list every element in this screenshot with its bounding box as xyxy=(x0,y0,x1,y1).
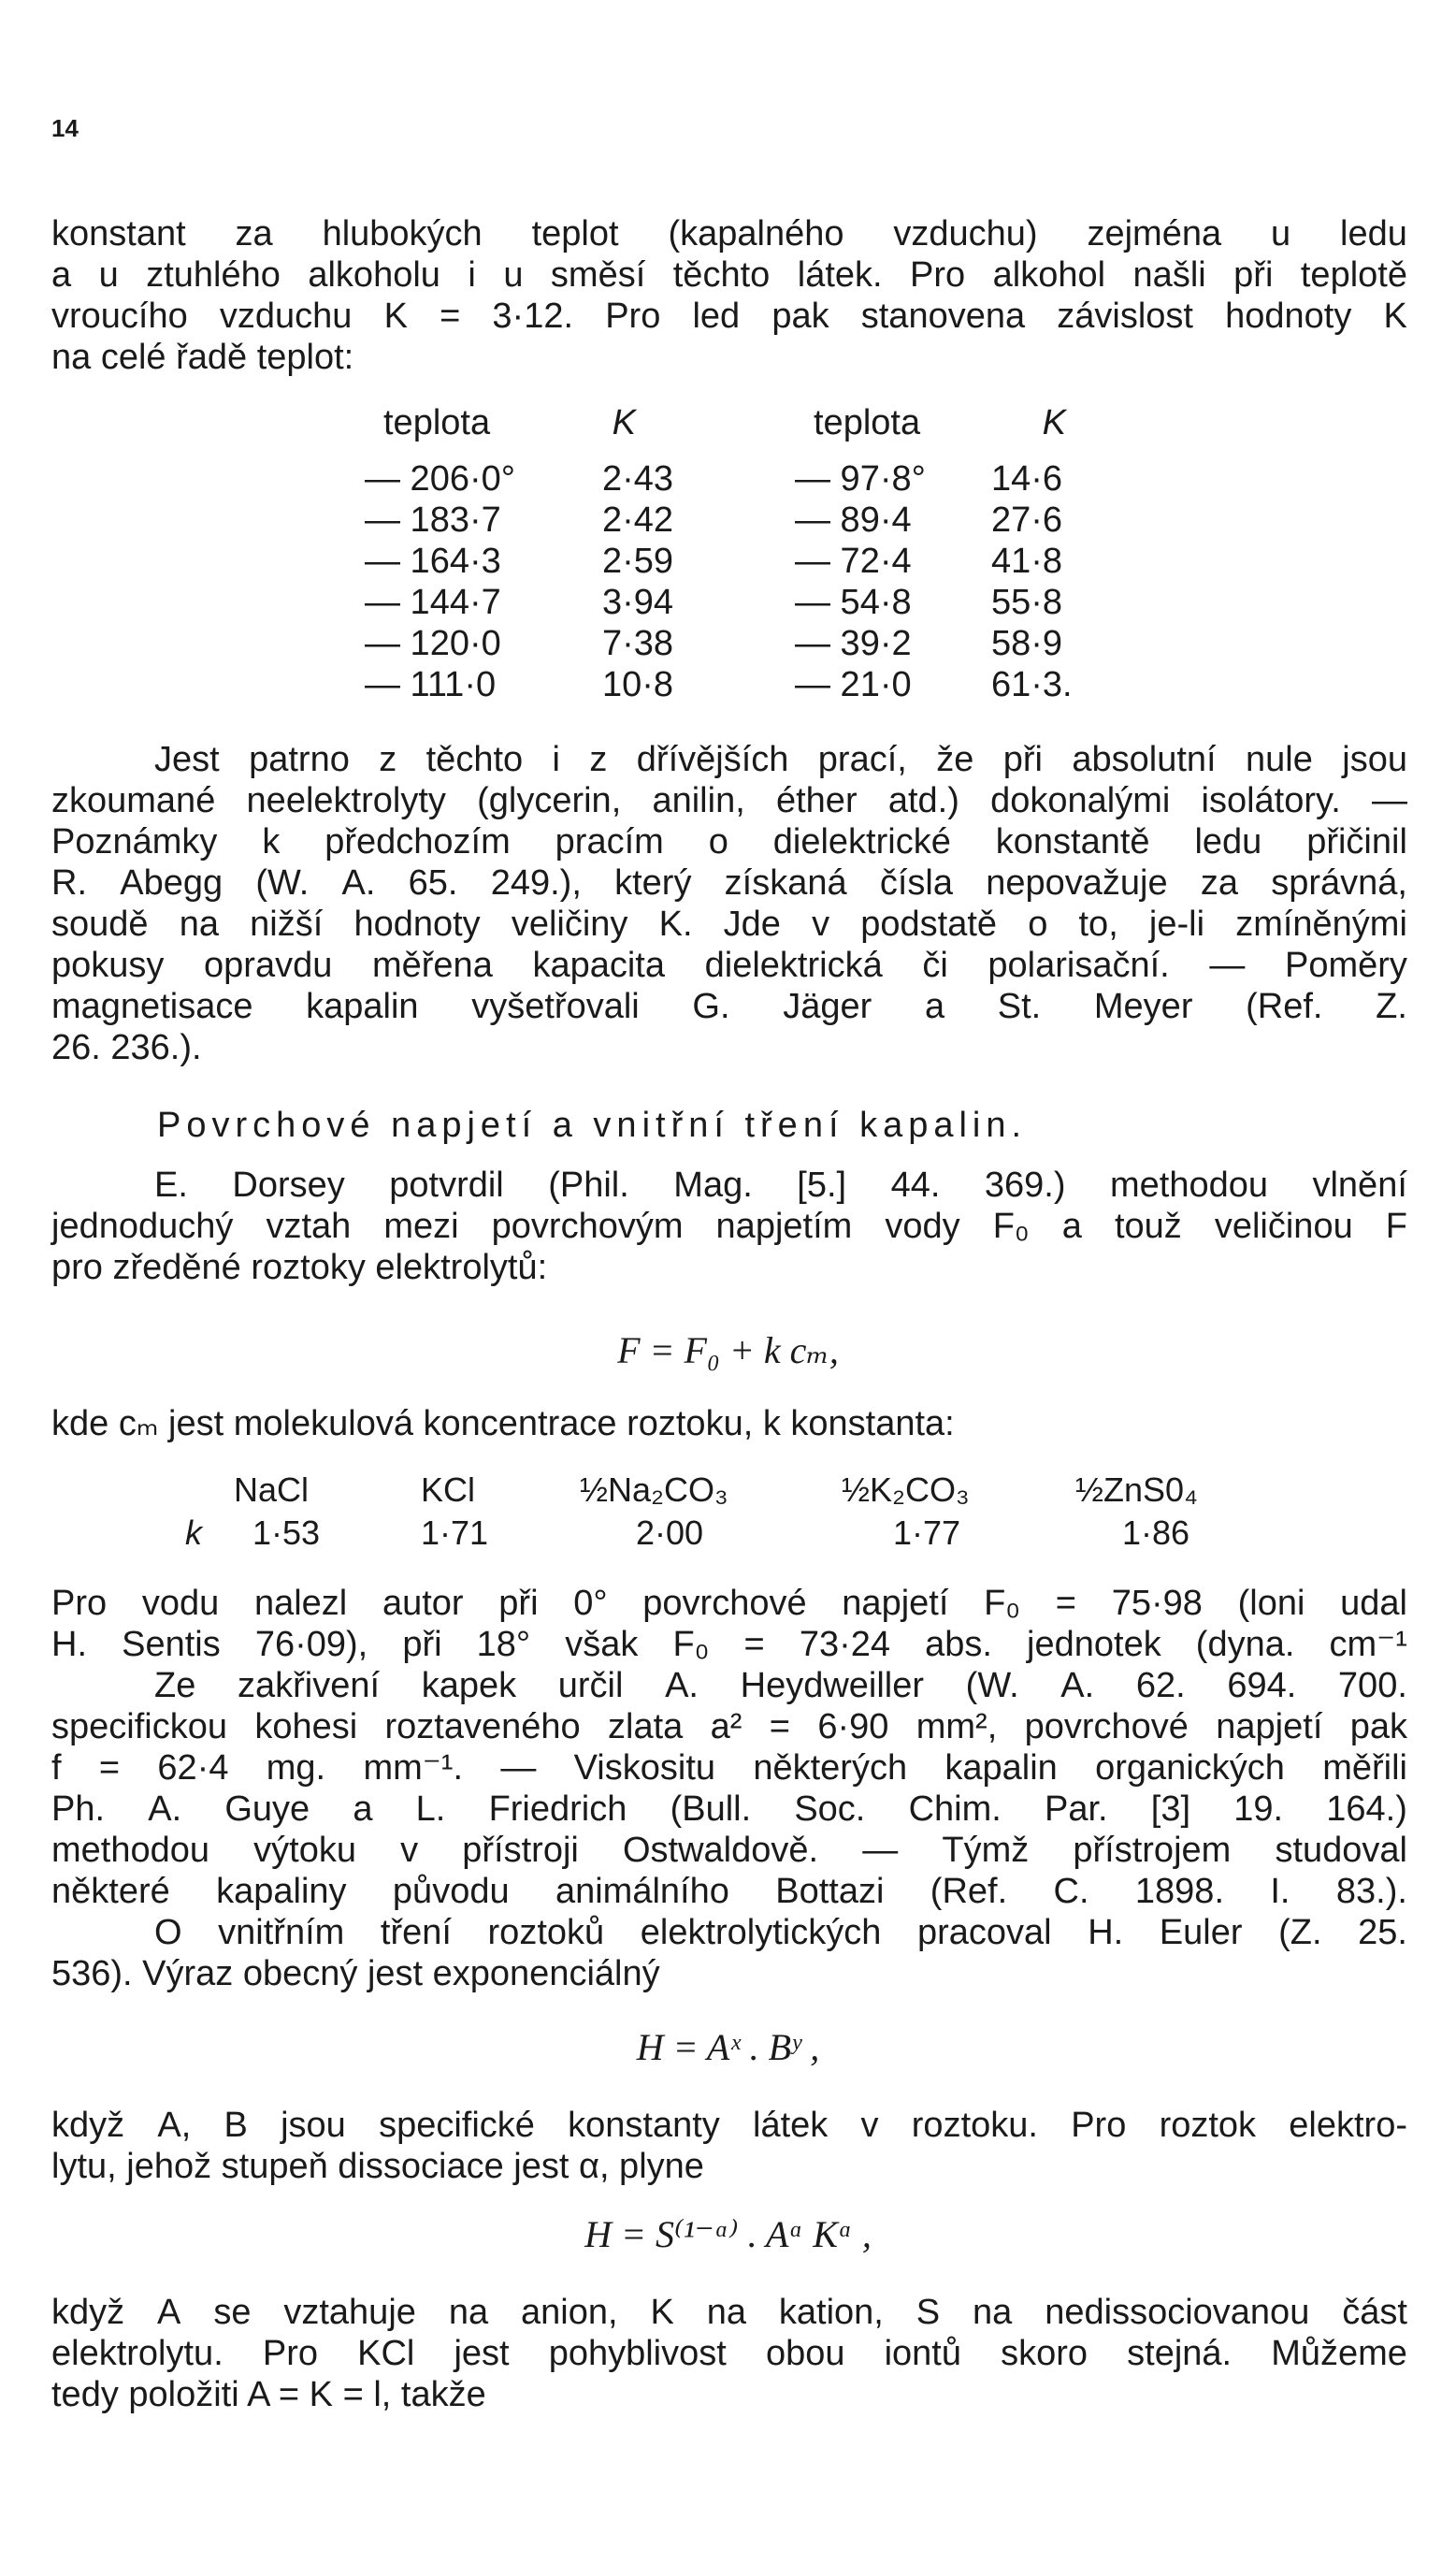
table-cell: 3·94 xyxy=(601,583,673,622)
paragraph-conclusion xyxy=(51,739,1407,1068)
text-line: na celé řadě teplot: xyxy=(51,338,354,377)
text-line: kde cₘ jest molekulová koncentrace roztoku, k konstanta: xyxy=(51,1404,955,1443)
ice-col-k-2 xyxy=(991,458,1094,705)
ice-col-temp-1 xyxy=(365,458,542,705)
paragraph-measurements xyxy=(51,1583,1407,1994)
text-line: některé kapaliny původu animálního Bottazi (Ref. C. 1898. I. 83.). xyxy=(51,1872,1407,1911)
ice-col-temp-2 xyxy=(795,458,963,705)
table-cell: — 206·0° xyxy=(365,459,515,499)
paragraph-constant xyxy=(51,1403,1407,1444)
table-cell: — 89·4 xyxy=(795,500,912,540)
text-line: lytu, jehož stupeň dissociace jest α, plyne xyxy=(51,2147,704,2186)
table-cell: — 144·7 xyxy=(365,583,501,622)
header-teplota-2: teplota xyxy=(814,403,921,442)
text-line: H. Sentis 76·09), při 18° však F₀ = 73·24 abs. jednotek (dyna. cm⁻¹ xyxy=(51,1625,1407,1664)
table-cell: — 97·8° xyxy=(795,459,926,499)
text-line: Jest patrno z těchto i z dřívějších prací, že při absolutní nule jsou xyxy=(154,740,1407,779)
table-cell: — 54·8 xyxy=(795,583,912,622)
text-line: Pro vodu nalezl autor při 0° povrchové napjetí F₀ = 75·98 (loni udal xyxy=(51,1584,1407,1623)
table-cell: 10·8 xyxy=(601,665,673,704)
header-k-1: K xyxy=(612,403,636,442)
text-line: Poznámky k předchozím pracím o dielektrické konstantě ledu přičinil xyxy=(51,822,1407,862)
header-k-2: K xyxy=(1042,403,1066,442)
section-heading: Povrchové napjetí a vnitřní tření kapalin. xyxy=(157,1106,1028,1145)
text-line: E. Dorsey potvrdil (Phil. Mag. [5.] 44. 369.) methodou vlnění xyxy=(154,1166,1407,1205)
salt-name-kcl: KCl xyxy=(421,1470,476,1509)
table-cell: — 39·2 xyxy=(795,624,912,663)
text-line: methodou výtoku v přístroji Ostwaldově. — Týmž přístrojem studoval xyxy=(51,1831,1407,1870)
text-line: specifickou kohesi roztaveného zlata a² = 6·90 mm², povrchové napjetí pak xyxy=(51,1707,1407,1746)
table-cell: — 183·7 xyxy=(365,500,501,540)
ice-table xyxy=(0,402,1456,702)
ice-col-k-1 xyxy=(552,458,673,705)
salt-value-k2co3: 1·77 xyxy=(893,1513,961,1552)
paragraph-dissociation xyxy=(51,2105,1407,2187)
table-cell: 2·42 xyxy=(601,500,673,540)
table-cell: 41·8 xyxy=(991,542,1063,581)
salt-value-kcl: 1·71 xyxy=(421,1513,489,1552)
text-line: f = 62·4 mg. mm⁻¹. — Viskositu některých kapalin organických měřili xyxy=(51,1748,1407,1788)
table-cell: — 164·3 xyxy=(365,542,501,581)
paragraph-intro xyxy=(51,213,1407,378)
text-line: Ze zakřivení kapek určil A. Heydweiller (W. A. 62. 694. 700. xyxy=(154,1666,1407,1705)
salt-name-znso4: ½ZnS0₄ xyxy=(1075,1470,1198,1509)
salt-name-nacl: NaCl xyxy=(234,1470,310,1509)
table-cell: 61·3. xyxy=(991,665,1073,704)
text-line: vroucího vzduchu K = 3·12. Pro led pak stanovena závislost hodnoty K xyxy=(51,297,1407,336)
header-teplota-1: teplota xyxy=(383,403,491,442)
salt-value-znso4: 1·86 xyxy=(1122,1513,1190,1552)
salt-name-na2co3: ½Na₂CO₃ xyxy=(580,1470,728,1509)
text-line: pro zředěné roztoky elektrolytů: xyxy=(51,1248,548,1287)
table-cell: 14·6 xyxy=(991,459,1063,499)
text-line: 536). Výraz obecný jest exponenciálný xyxy=(51,1954,660,1993)
text-line: konstant za hlubokých teplot (kapalného vzduchu) zejména u ledu xyxy=(51,214,1407,253)
text-line: a u ztuhlého alkoholu i u směsí těchto látek. Pro alkohol našli při teplotě xyxy=(51,255,1407,295)
text-line: Ph. A. Guye a L. Friedrich (Bull. Soc. Chim. Par. [3] 19. 164.) xyxy=(51,1789,1407,1829)
text-line: 26. 236.). xyxy=(51,1028,202,1067)
table-cell: — 21·0 xyxy=(795,665,912,704)
text-line: pokusy opravdu měřena kapacita dielektrická či polarisační. — Poměry xyxy=(51,946,1407,985)
text-line: když A, B jsou specifické konstanty látek v roztoku. Pro roztok elektro- xyxy=(51,2106,1407,2145)
equation-electrolyte: H = S⁽¹⁻ᵅ⁾ . Aᵅ Kᵅ , xyxy=(584,2213,872,2255)
text-line: zkoumané neelektrolyty (glycerin, anilin, éther atd.) dokonalými isolátory. — xyxy=(51,781,1407,820)
text-line: soudě na nižší hodnoty veličiny K. Jde v podstatě o to, je-li zmíněnými xyxy=(51,905,1407,944)
text-line: tedy položiti A = K = l, takže xyxy=(51,2375,486,2414)
salt-value-na2co3: 2·00 xyxy=(636,1513,704,1552)
text-line: magnetisace kapalin vyšetřovali G. Jäger a St. Meyer (Ref. Z. xyxy=(51,987,1407,1026)
salt-row-label: k xyxy=(185,1513,202,1552)
table-cell: 7·38 xyxy=(601,624,673,663)
page-number: 14 xyxy=(51,114,79,142)
text-line: R. Abegg (W. A. 65. 249.), který získaná čísla nepovažuje za správná, xyxy=(51,863,1407,903)
salt-name-k2co3: ½K₂CO₃ xyxy=(842,1470,970,1509)
table-cell: 27·6 xyxy=(991,500,1063,540)
paragraph-ions xyxy=(51,2292,1407,2415)
equation-surface-tension: F = F₀ + k cₘ, xyxy=(617,1329,839,1371)
table-cell: 58·9 xyxy=(991,624,1063,663)
text-line: když A se vztahuje na anion, K na kation, S na nedissociovanou část xyxy=(51,2293,1407,2332)
table-cell: 2·59 xyxy=(601,542,673,581)
table-cell: — 120·0 xyxy=(365,624,501,663)
table-cell: — 111·0 xyxy=(365,665,497,704)
text-line: jednoduchý vztah mezi povrchovým napjetím vody F₀ a touž veličinou F xyxy=(51,1207,1407,1246)
table-cell: 2·43 xyxy=(601,459,673,499)
text-line: elektrolytu. Pro KCl jest pohyblivost obou iontů skoro stejná. Můžeme xyxy=(51,2334,1407,2373)
text-line: O vnitřním tření roztoků elektrolytických pracoval H. Euler (Z. 25. xyxy=(154,1913,1407,1952)
table-cell: — 72·4 xyxy=(795,542,912,581)
paragraph-dorsey xyxy=(51,1165,1407,1288)
table-cell: 55·8 xyxy=(991,583,1063,622)
equation-exponential: H = Aˣ . Bʸ , xyxy=(636,2026,820,2068)
salt-value-nacl: 1·53 xyxy=(252,1513,321,1552)
